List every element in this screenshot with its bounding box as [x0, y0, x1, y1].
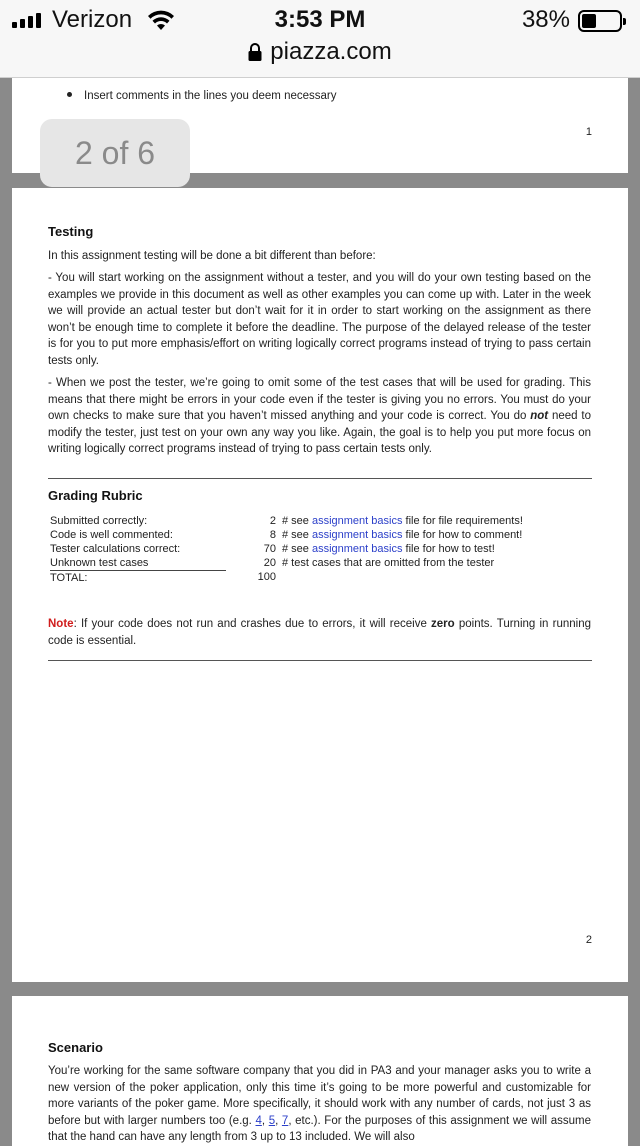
rubric-row: [50, 556, 590, 570]
rubric-total-label: TOTAL:: [50, 570, 226, 585]
testing-paragraph-2: - When we post the tester, we’re going to omit some of the test cases that will be used for grading. This means that there might be errors in your code even if the tester is giving you no errors. You must do your own checks to make sure that you haven’t missed anything and your code is correct. You do not need to modify the tester, just test on your own any way you like. Again, the goal is to help you put more focus on writing logically correct programs instead of trying to pass certain tests only.: [48, 377, 591, 455]
page-number: 2: [585, 934, 592, 946]
section-heading-scenario: Scenario: [48, 1040, 103, 1055]
link-4[interactable]: 4: [255, 1114, 262, 1127]
section-heading-grading: Grading Rubric: [48, 488, 143, 503]
assignment-basics-link[interactable]: assignment basics: [311, 515, 403, 527]
clock: 3:53 PM: [274, 6, 366, 33]
rubric-note: # see assignment basics file for how to comment!: [282, 529, 523, 541]
bullet-icon: [67, 92, 72, 97]
link-5[interactable]: 5: [268, 1114, 276, 1127]
rubric-total-row: [50, 570, 590, 584]
bullet-text: Insert comments in the lines you deem necessary: [84, 90, 337, 102]
rubric-row: [50, 542, 590, 556]
grading-rubric-table: [50, 514, 590, 584]
battery-percent: 38%: [521, 6, 570, 33]
zero-emphasis: zero: [431, 618, 455, 630]
section-heading-testing: Testing: [48, 224, 94, 239]
lock-icon: [248, 43, 262, 61]
note-label: Note: [48, 618, 74, 630]
document-page-2: [12, 188, 628, 982]
divider: [48, 478, 592, 479]
carrier-name: Verizon: [52, 6, 133, 33]
assignment-basics-link[interactable]: assignment basics: [311, 543, 403, 555]
link-7[interactable]: 7: [281, 1114, 289, 1127]
address-bar[interactable]: [0, 38, 640, 66]
rubric-points: 2: [269, 515, 276, 527]
rubric-label: Submitted correctly:: [50, 515, 148, 527]
divider: [48, 660, 592, 661]
rubric-label: Unknown test cases: [50, 557, 149, 569]
rubric-note: # see assignment basics file for file requirements!: [282, 515, 523, 527]
bullet-item: [67, 90, 336, 102]
testing-paragraph-1: - You will start working on the assignment without a tester, and you will do your own testing based on the examples we provide in this document as well as other examples you can come up with. Later in the week we will provide an actual tester but don’t wait for it in order to start working on the assignment as there won’t be enough time to complete it before the deadline. The purpose of the delayed release of the tester is for you to put more emphasis/effort on writing logically correct programs instead of trying to pass certain tests only.: [48, 272, 591, 367]
rubric-label: Tester calculations correct:: [50, 543, 181, 555]
rubric-note: # see assignment basics file for how to test!: [282, 543, 495, 555]
url-domain: piazza.com: [270, 38, 392, 65]
assignment-basics-link[interactable]: assignment basics: [311, 529, 403, 541]
testing-intro: In this assignment testing will be done a bit different than before:: [48, 250, 376, 262]
page-number: 1: [585, 126, 592, 138]
scenario-paragraph: You’re working for the same software company that you did in PA3 and your manager asks you to write a new version of the poker application, only this time it’s going to be more powerful and customizable for more variants of the poker game. More specifically, it should work with any number of cards, not just 3 as before but with larger numbers too (e.g. 4, 5, 7, etc.). For the purposes of this assignment we will assume that the hand can have any length from 3 up to 13 included. We will also: [48, 1065, 591, 1143]
rubric-total-points: 100: [257, 571, 276, 583]
rubric-label: Code is well commented:: [50, 529, 173, 541]
status-bar: [0, 0, 640, 40]
page-indicator-badge: 2 of 6: [40, 119, 190, 187]
rubric-points: 20: [263, 557, 276, 569]
rubric-row: [50, 528, 590, 542]
rubric-points: 70: [263, 543, 276, 555]
emphasis-not: not: [530, 410, 549, 422]
note-paragraph: Note: If your code does not run and crashes due to errors, it will receive zero points. Turning in running code is essential.: [48, 618, 591, 647]
rubric-row: [50, 514, 590, 528]
document-page-3: [12, 996, 628, 1146]
browser-top-bar: [0, 0, 640, 78]
rubric-note: # test cases that are omitted from the tester: [282, 557, 495, 569]
rubric-points: 8: [269, 529, 276, 541]
battery-icon: [578, 10, 622, 32]
